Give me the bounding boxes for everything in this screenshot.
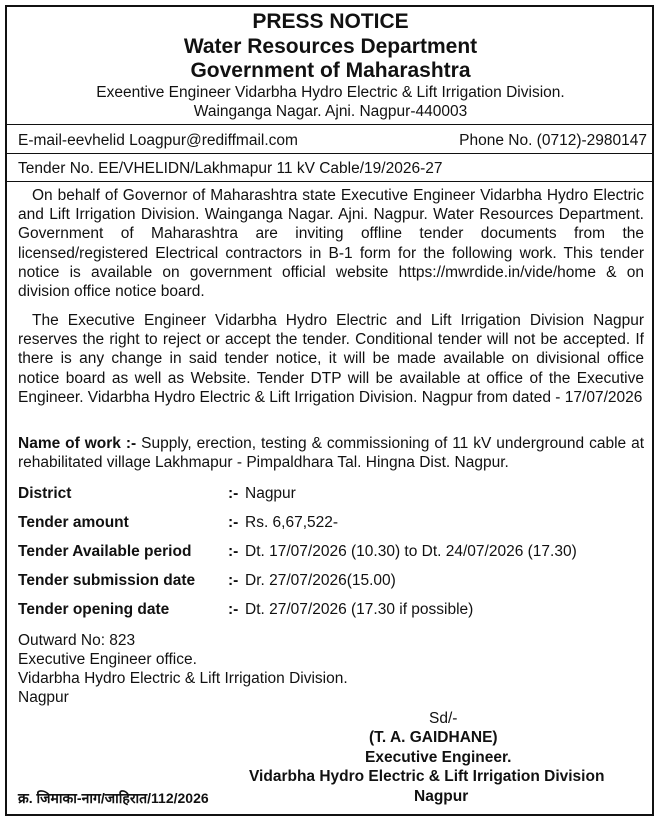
detail-value-amount: Rs. 6,67,522- <box>245 514 339 531</box>
signatory-name: (T. A. GAIDHANE) <box>369 729 498 746</box>
office-line: Exeentive Engineer Vidarbha Hydro Electric & Lift Irrigation Division. <box>96 84 565 101</box>
detail-separator: :- <box>228 572 239 589</box>
signature-sd: Sd/- <box>429 710 458 727</box>
outward-city: Nagpur <box>18 689 69 706</box>
government-heading: Government of Maharashtra <box>190 59 471 82</box>
name-of-work <box>18 434 644 472</box>
detail-value-district: Nagpur <box>245 485 296 502</box>
email-line: E-mail-eevhelid Loagpur@rediffmail.com <box>18 132 298 149</box>
notice-title: PRESS NOTICE <box>252 10 409 33</box>
paragraph-invitation: On behalf of Governor of Maharashtra state Executive Engineer Vidarbha Hydro Electric and Lift Irrigation Division. Wainganga Nagar. Ajni. Nagpur. Water Resources Department. Government of Maharashtra are inviting offline tender documents from the licensed/registered Electrical contractors in B-1 form for the following work. This tender notice is available on government official website https://mwrdide.in/vide/home & on division office notice board. <box>18 187 644 301</box>
outward-office: Executive Engineer office. <box>18 651 197 668</box>
detail-separator: :- <box>228 543 239 560</box>
outward-number: Outward No: 823 <box>18 632 136 649</box>
notice-border <box>5 5 654 816</box>
paragraph-conditions: The Executive Engineer Vidarbha Hydro Electric and Lift Irrigation Division Nagpur reserves the right to reject or accept the tender. Conditional tender will not be accepted. If there is any change in said tender notice, it will be made available on divisional office notice board as well as Website. Tender DTP will be available at office of the Executive Engineer. Vidarbha Hydro Electric & Lift Irrigation Division. Nagpur from dated - 17/07/2026 <box>18 312 644 406</box>
divider <box>7 181 652 182</box>
name-of-work-text: Supply, erection, testing & commissioning of 11 kV underground cable at rehabilitated village Lakhmapur - Pimpaldhara Tal. Hingna Dist. Nagpur. <box>18 435 645 472</box>
detail-label-opening: Tender opening date <box>18 601 170 618</box>
detail-label-amount: Tender amount <box>18 514 129 531</box>
reference-number: क्र. जिमाका-नाग/जाहिरात/112/2026 <box>18 790 209 806</box>
detail-value-submission: Dr. 27/07/2026(15.00) <box>245 572 396 589</box>
address-line: Wainganga Nagar. Ajni. Nagpur-440003 <box>193 103 468 120</box>
detail-label-submission: Tender submission date <box>18 572 196 589</box>
signatory-designation: Executive Engineer. <box>365 749 512 766</box>
signatory-city: Nagpur <box>414 788 469 805</box>
tender-number: Tender No. EE/VHELIDN/Lakhmapur 11 kV Cable/19/2026-27 <box>18 160 443 177</box>
divider <box>7 153 652 154</box>
divider <box>7 124 652 125</box>
detail-label-period: Tender Available period <box>18 543 192 560</box>
phone-line: Phone No. (0712)-2980147 <box>459 132 647 149</box>
name-of-work-label: Name of work :- <box>18 435 137 452</box>
detail-label-district: District <box>18 485 72 502</box>
signatory-division: Vidarbha Hydro Electric & Lift Irrigation Division <box>249 768 605 785</box>
detail-value-opening: Dt. 27/07/2026 (17.30 if possible) <box>245 601 474 618</box>
department-heading: Water Resources Department <box>183 35 478 58</box>
detail-separator: :- <box>228 485 239 502</box>
detail-separator: :- <box>228 514 239 531</box>
detail-value-period: Dt. 17/07/2026 (10.30) to Dt. 24/07/2026 (17.30) <box>245 543 577 560</box>
detail-separator: :- <box>228 601 239 618</box>
outward-division: Vidarbha Hydro Electric & Lift Irrigation Division. <box>18 670 348 687</box>
